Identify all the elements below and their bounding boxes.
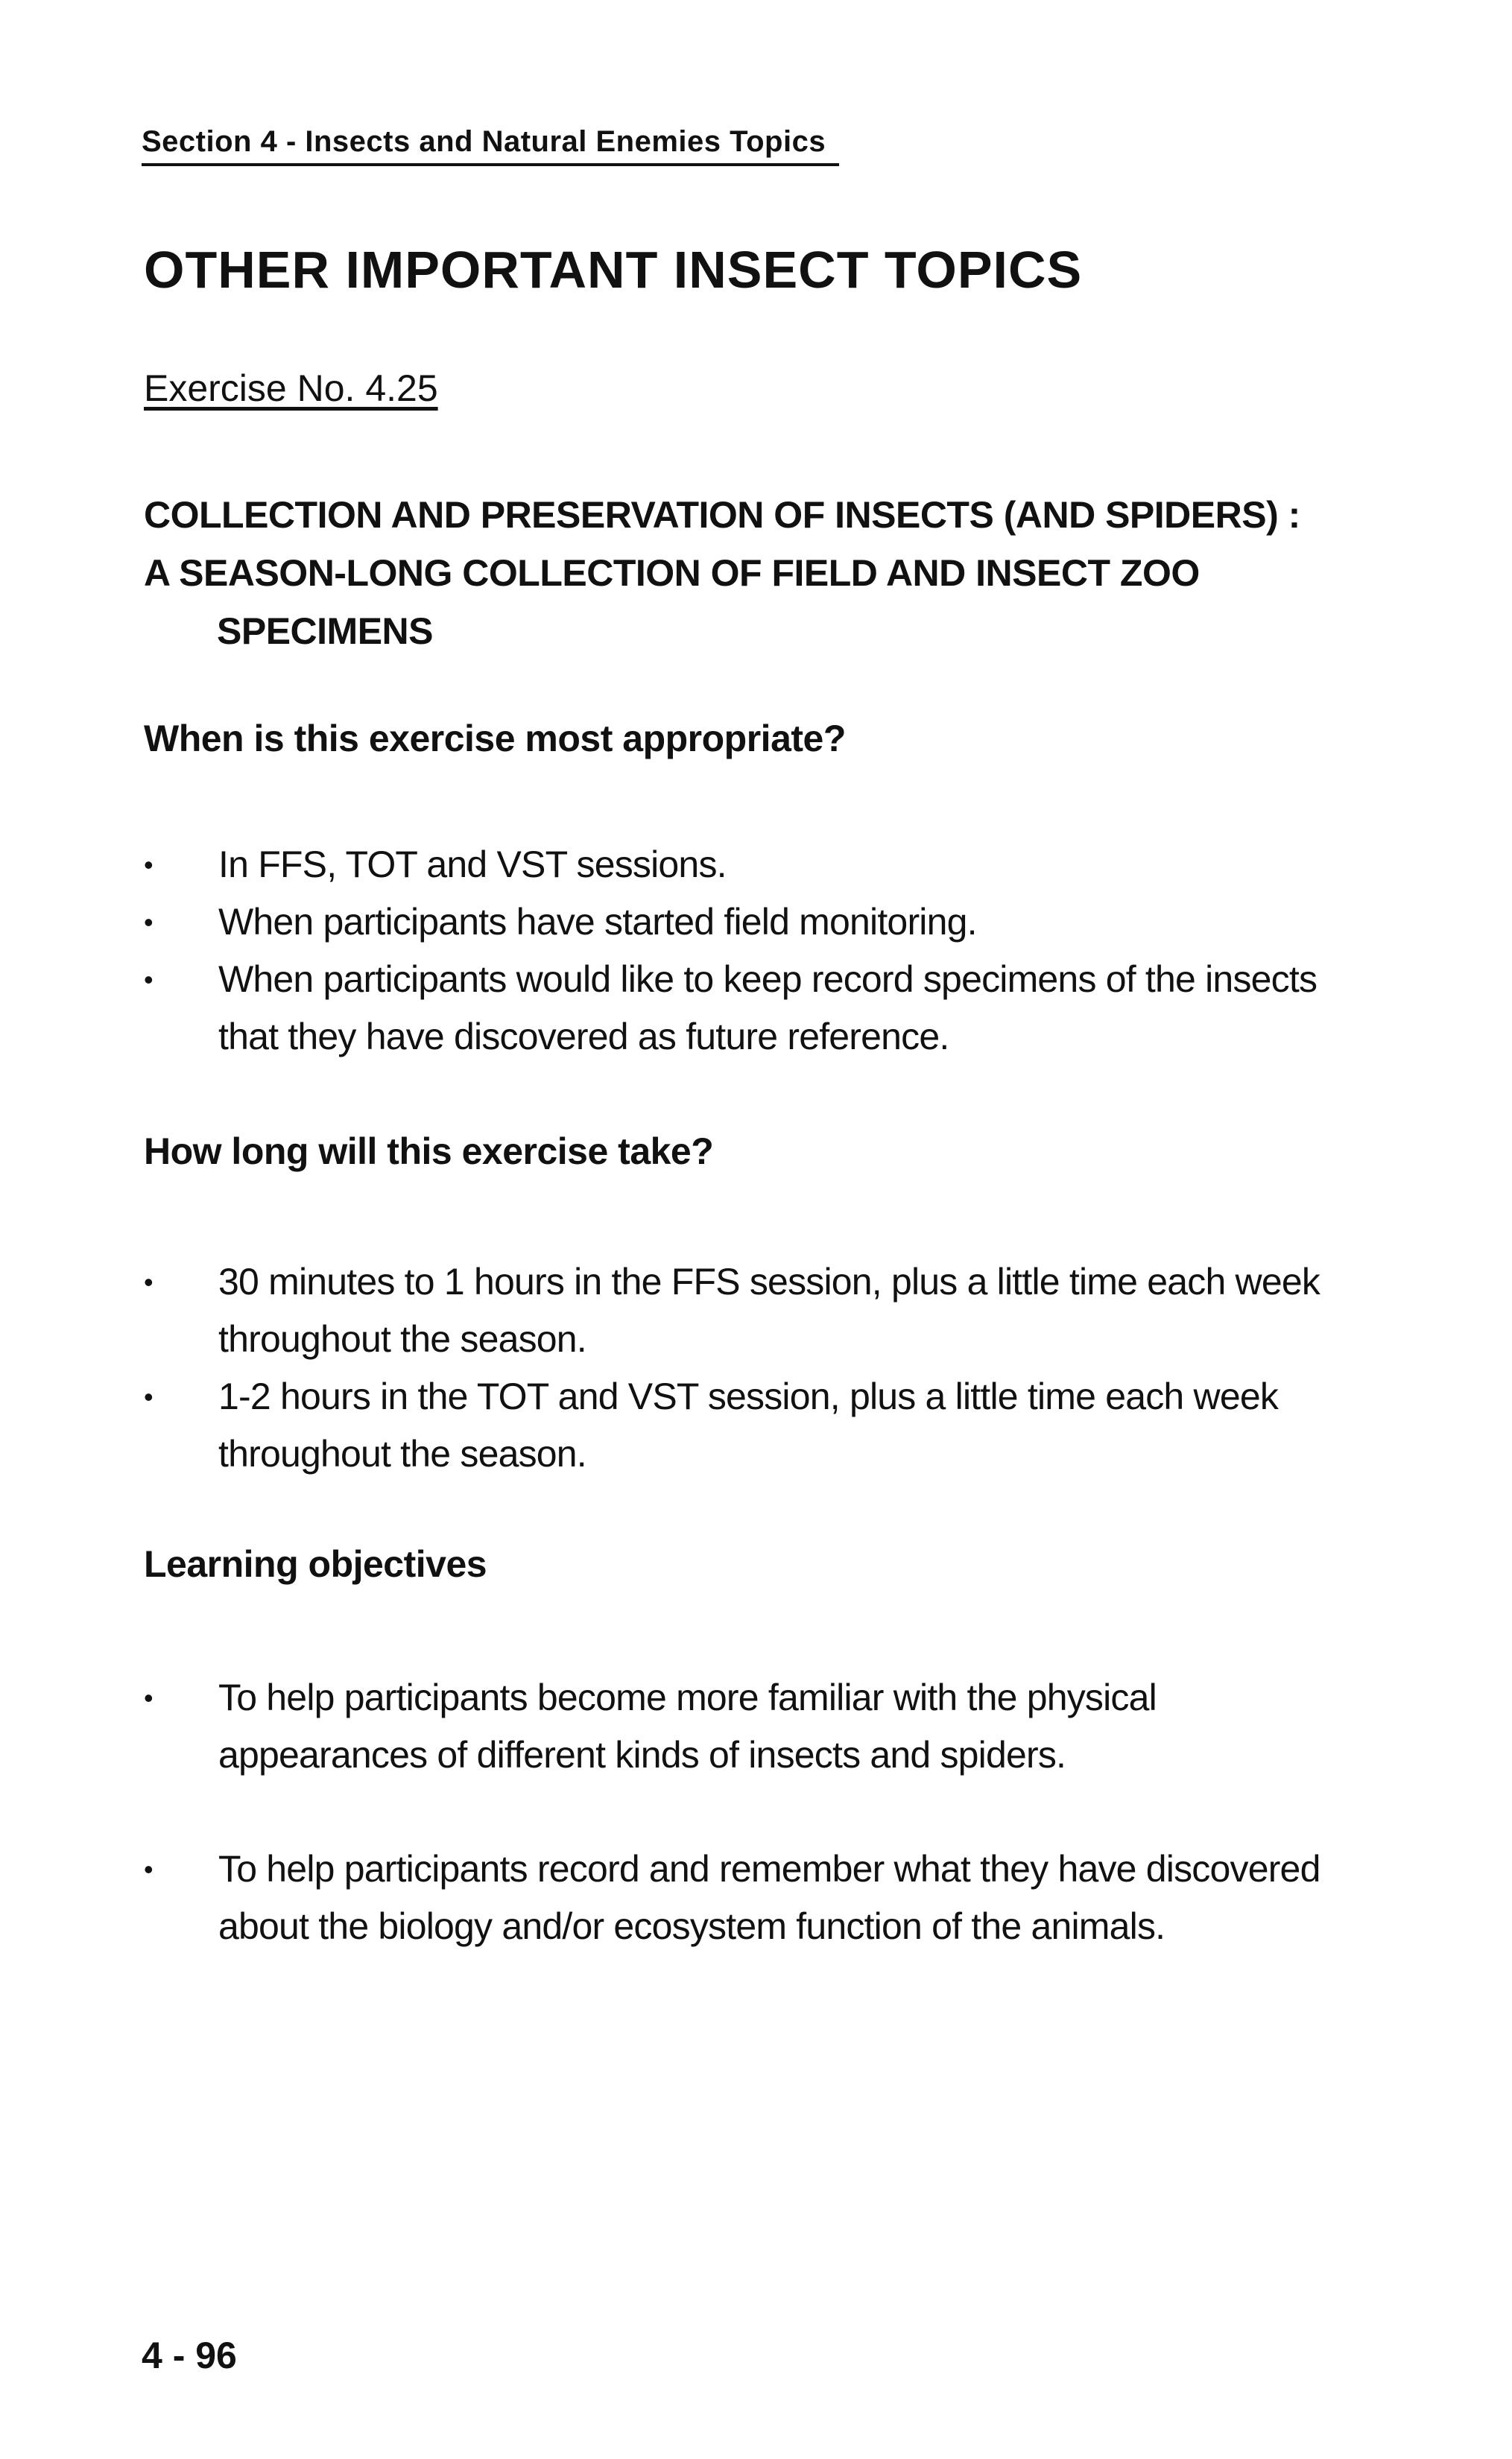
list-how-long <box>144 1253 1366 1483</box>
list-item-text: In FFS, TOT and VST sessions. <box>218 844 727 885</box>
section-heading-how-long: How long will this exercise take? <box>144 1130 714 1172</box>
exercise-title-line: COLLECTION AND PRESERVATION OF INSECTS (AND SPIDERS) : <box>144 494 1300 536</box>
page-number: 4 - 96 <box>142 2335 237 2376</box>
list-item <box>144 951 1351 1066</box>
list-learning-objectives <box>144 1669 1366 1955</box>
list-item-text: When participants have started field monitoring. <box>218 901 977 943</box>
exercise-title-line: A SEASON-LONG COLLECTION OF FIELD AND INSECT ZOO <box>144 552 1200 594</box>
section-heading-when: When is this exercise most appropriate? <box>144 718 846 759</box>
page-title: OTHER IMPORTANT INSECT TOPICS <box>144 241 1083 299</box>
exercise-number: Exercise No. 4.25 <box>144 367 438 409</box>
bullet-icon: • <box>144 964 153 995</box>
bullet-icon: • <box>144 1267 153 1297</box>
list-item <box>144 1669 1366 1784</box>
bullet-icon: • <box>144 849 153 880</box>
bullet-icon: • <box>144 907 153 937</box>
list-item <box>144 893 1351 951</box>
list-when <box>144 836 1351 1066</box>
bullet-icon: • <box>144 1854 153 1884</box>
list-item <box>144 1841 1366 1955</box>
section-heading-learning-objectives: Learning objectives <box>144 1543 487 1585</box>
running-header: Section 4 - Insects and Natural Enemies Topics <box>142 125 839 166</box>
list-item <box>144 1253 1366 1368</box>
bullet-icon: • <box>144 1683 153 1713</box>
list-item-text: To help participants record and remember what they have discovered about the biology and/or ecosystem function of the animals. <box>218 1848 1320 1947</box>
list-item <box>144 1368 1366 1483</box>
list-item-text: When participants would like to keep record specimens of the insects that they have discovered as future reference. <box>218 958 1318 1057</box>
exercise-title <box>144 486 1381 660</box>
list-item <box>144 836 1351 893</box>
bullet-icon: • <box>144 1382 153 1412</box>
exercise-title-line: SPECIMENS <box>217 610 434 652</box>
list-item-text: 30 minutes to 1 hours in the FFS session, plus a little time each week throughout the season. <box>218 1261 1320 1360</box>
list-item-text: To help participants become more familiar with the physical appearances of different kinds of insects and spiders. <box>218 1677 1157 1776</box>
list-item-text: 1-2 hours in the TOT and VST session, plus a little time each week throughout the season. <box>218 1376 1279 1475</box>
